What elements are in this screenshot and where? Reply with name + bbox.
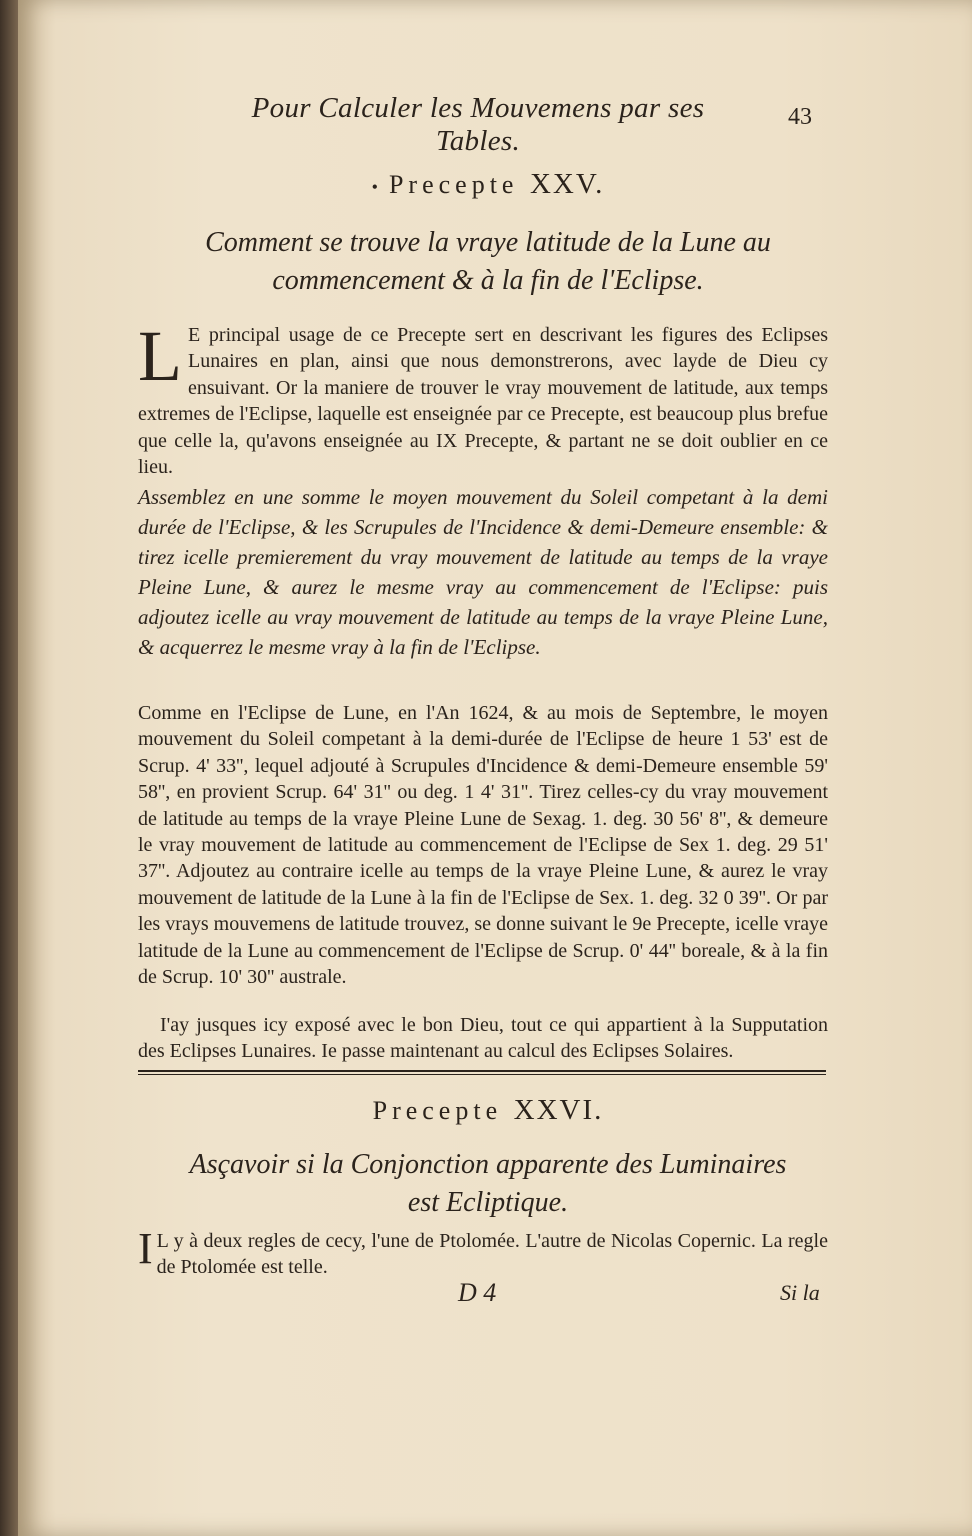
book-spine — [0, 0, 18, 1536]
drop-cap-initial: I — [138, 1224, 153, 1273]
precept-26-number: XXVI. — [513, 1094, 604, 1126]
precept-25-rule-paragraph: Assemblez en une somme le moyen mouvement du Soleil competant à la demi durée de l'Eclipse, & les Scrupules de l'Incidence & demi-Demeure ensemble: & tirez icelle premierement du vray mouvement de latitude au temps de la vraye Pleine Lune, & aurez le mesme vray au commencement de l'Eclipse: puis adjoutez icelle au vray mouvement de latitude au temps de la vraye Pleine Lune, & acquerrez le mesme vray à la fin de l'Eclipse. — [138, 485, 828, 659]
precept-26-subtitle-line2: est Ecliptique. — [407, 1187, 569, 1218]
signature-mark: D 4 — [458, 1278, 497, 1307]
section-divider-rule — [138, 1070, 826, 1075]
precept-25-subtitle-line1: Comment se trouve la vraye latitude de la Lune au — [205, 227, 771, 258]
precept-25-label: Precepte — [388, 170, 519, 199]
precept-25-number: XXV. — [529, 168, 605, 200]
precept-26-subtitle — [148, 1146, 828, 1222]
precept-25-closing-paragraph: I'ay jusques icy exposé avec le bon Dieu, tout ce qui appartient à la Supputation des Eclipses Lunaires. Ie passe maintenant au calcul des Eclipses Solaires. — [138, 1014, 828, 1063]
precept-25-example-paragraph: Comme en l'Eclipse de Lune, en l'An 1624, & au mois de Septembre, le moyen mouvement du Soleil competant à la demi-durée de l'Eclipse de heure 1 53' est de Scrup. 4' 33'', lequel adjouté à Scrupules d'Incidence & demi-Demeure ensemble 59' 58'', en provient Scrup. 64' 31'' ou deg. 1 4' 31''. Tirez celles-cy du vray mouvement de latitude au temps de la vraye Pleine Lune de Sexag. 1. deg. 30 56' 8'', & demeure le vray mouvement de latitude au commencement de l'Eclipse de Sex 1. deg. 29 51' 37''. Adjoutez au contraire icelle au temps de la vraye Pleine Lune, & aurez le vray mouvement de latitude de la Lune à la fin de l'Eclipse de Sex. 1. deg. 32 0 39''. Or par les vrays mouvemens de latitude trouvez, se donne suivant le 9e Precepte, icelle vraye latitude de la Lune au commencement de l'Eclipse de Scrup. 0' 44'' boreale, & à la fin de Scrup. 10' 30'' australe. — [138, 702, 828, 989]
catchword: Si la — [780, 1280, 820, 1305]
precept-26-paragraph-1 — [138, 1224, 828, 1281]
precept-25-subtitle-line2: commencement & à la fin de l'Eclipse. — [272, 265, 704, 296]
running-title: Pour Calculer les Mouvemens par ses Tables. — [251, 92, 705, 157]
precept-25-paragraph-1 — [138, 316, 828, 480]
drop-cap-initial: L — [138, 316, 182, 396]
paragraph-text: E principal usage de ce Precepte sert en descrivant les figures des Eclipses Lunaires en plan, ainsi que nous demonstrerons, avec layde de Dieu cy ensuivant. Or la maniere de trouver le vray mouvement de latitude, aux temps extremes de l'Eclipse, laquelle est enseignée par ce Precepte, est beaucoup plus brefue que celle la, qu'avons enseignée au IX Precepte, & partant ne se doit oublier en ce lieu. — [138, 324, 828, 479]
precept-26-subtitle-line1: Asçavoir si la Conjonction apparente des Luminaires — [189, 1149, 787, 1180]
precept-25-subtitle — [148, 224, 828, 300]
page-number: 43 — [788, 104, 812, 130]
precept-25-heading — [278, 168, 698, 201]
precept-26-heading — [278, 1094, 698, 1127]
paragraph-text: L y à deux regles de cecy, l'une de Ptolomée. L'autre de Nicolas Copernic. La regle de Ptolomée est telle. — [156, 1230, 828, 1279]
bullet-icon: • — [371, 176, 383, 197]
book-page — [18, 0, 972, 1536]
precept-26-label: Precepte — [372, 1096, 503, 1125]
